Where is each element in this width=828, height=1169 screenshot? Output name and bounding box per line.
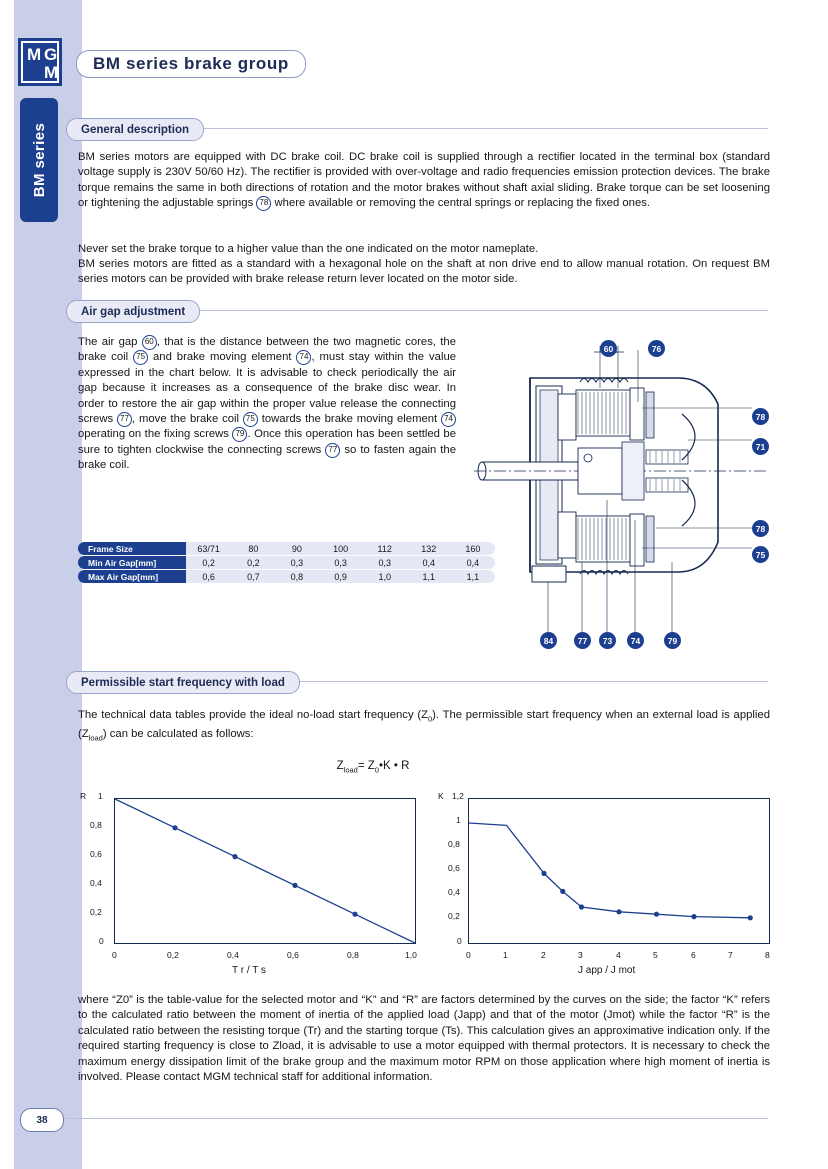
cell: 0,3	[363, 556, 407, 569]
chart2-xtick-7: 7	[728, 950, 733, 960]
ref-78-icon: 78	[256, 196, 271, 211]
callout-60: 60	[600, 340, 617, 357]
airgap-t3: and brake moving element	[153, 351, 292, 364]
cell: 132	[407, 542, 451, 555]
ref-60-icon: 60	[142, 335, 157, 350]
callout-78-top: 78	[752, 408, 769, 425]
chart2-xlabel: J app / J mot	[578, 965, 636, 976]
cell: 1,1	[451, 570, 495, 583]
cell: 0,4	[451, 556, 495, 569]
ref-75b-icon: 75	[243, 412, 258, 427]
cell: 0,2	[232, 556, 276, 569]
chart2-ylabel: K	[438, 791, 444, 801]
section-airgap-title: Air gap adjustment	[66, 300, 200, 323]
series-side-tab	[20, 98, 58, 222]
startfreq-intro-a: The technical data tables provide the ideal no-load start frequency (Z	[78, 709, 428, 721]
cell: 63/71	[186, 542, 232, 555]
cell: 100	[319, 542, 363, 555]
chart1-xtick-2: 0,4	[227, 950, 239, 960]
cell: 90	[275, 542, 319, 555]
ref-77b-icon: 77	[325, 443, 340, 458]
chart-k-svg	[469, 799, 769, 943]
cell: 112	[363, 542, 407, 555]
chart1-ytick-4: 0,8	[90, 820, 102, 830]
cell: 0,8	[275, 570, 319, 583]
general-p1-text-b: where available or removing the central springs or replacing the fixed ones.	[274, 197, 651, 210]
chart1-ylabel: R	[80, 791, 87, 801]
section-startfreq-title: Permissible start frequency with load	[66, 671, 300, 694]
airgap-t9: so to fasten again the brake coil.	[78, 443, 457, 472]
chart1-xlabel: T r / T s	[232, 965, 266, 976]
callout-75: 75	[752, 546, 769, 563]
page-title	[76, 50, 306, 78]
chart2-xtick-5: 5	[653, 950, 658, 960]
section-air-gap	[66, 300, 768, 323]
airgap-t7: operating on the fixing screws	[78, 428, 229, 441]
general-paragraph-2: Never set the brake torque to a higher value than the one indicated on the motor nameplate.	[78, 243, 539, 255]
chart1-xtick-1: 0,2	[167, 950, 179, 960]
chart-r-svg	[115, 799, 415, 943]
footer-rule	[66, 1118, 768, 1119]
cell: 0,3	[275, 556, 319, 569]
table-row	[78, 570, 495, 583]
section-general-description	[66, 118, 768, 141]
callout-78-bottom: 78	[752, 520, 769, 537]
chart1-ytick-0: 0	[99, 936, 104, 946]
left-margin-white-strip	[0, 0, 14, 1169]
chart2-ytick-5: 1	[456, 815, 461, 825]
chart2-ytick-2: 0,4	[448, 887, 460, 897]
formula-sub-0: 0	[374, 765, 379, 775]
air-gap-table	[78, 541, 495, 584]
chart2-ytick-4: 0,8	[448, 839, 460, 849]
series-side-tab-label: BM series	[30, 122, 48, 198]
ref-74-icon: 74	[296, 350, 311, 365]
chart2-xtick-4: 4	[616, 950, 621, 960]
chart2-xtick-8: 8	[765, 950, 770, 960]
row-label: Max Air Gap[mm]	[78, 570, 186, 583]
callout-79: 79	[664, 632, 681, 649]
chart1-xtick-3: 0,6	[287, 950, 299, 960]
cell: 1,1	[407, 570, 451, 583]
formula-b: = Z	[357, 760, 375, 772]
airgap-t4: , must stay within the value expressed in the chart below. It is advisable to check periodically the air gap because it increases as a consequence of the brake disc wear. In order to restore the air gap within the proper value release the connecting screws	[78, 351, 457, 426]
startfreq-sub-0: 0	[427, 714, 433, 724]
airgap-t1: The air gap	[78, 336, 138, 348]
callout-76: 76	[648, 340, 665, 357]
chart2-xtick-2: 2	[541, 950, 546, 960]
cell: 160	[451, 542, 495, 555]
ref-79-icon: 79	[232, 427, 247, 442]
general-paragraph-3: BM series motors are fitted as a standard with a hexagonal hole on the shaft at non drive end to allow manual rotation. On request BM series motors can be provided with brake release return lever located on the motor side.	[78, 258, 770, 286]
cell: 0,7	[232, 570, 276, 583]
chart2-ytick-6: 1,2	[452, 791, 464, 801]
airgap-t6: towards the brake moving element	[261, 413, 438, 426]
ref-77-icon: 77	[117, 412, 132, 427]
cell: 0,6	[186, 570, 232, 583]
chart2-xtick-1: 1	[503, 950, 508, 960]
chart1-ytick-3: 0,6	[90, 849, 102, 859]
brake-assembly-svg	[470, 330, 770, 670]
callout-74: 74	[627, 632, 644, 649]
callout-73: 73	[599, 632, 616, 649]
page-title-text: BM series brake group	[93, 54, 289, 73]
chart2-ytick-1: 0,2	[448, 911, 460, 921]
row-label: Frame Size	[78, 542, 186, 555]
formula-c: •K • R	[378, 760, 410, 772]
formula-zload	[0, 760, 746, 774]
airgap-paragraph	[78, 335, 456, 474]
airgap-t8: . Once this operation has been settled be sure to tighten clockwise the connecting screws	[78, 428, 456, 456]
cell: 0,4	[407, 556, 451, 569]
callout-84: 84	[540, 632, 557, 649]
cell: 80	[232, 542, 276, 555]
callout-77: 77	[574, 632, 591, 649]
cell: 1,0	[363, 570, 407, 583]
mgm-logo	[18, 38, 62, 86]
section-general-title: General description	[66, 118, 204, 141]
table-row	[78, 556, 495, 569]
logo-letter-m2: M	[44, 63, 59, 82]
formula-a: Z	[336, 760, 344, 772]
chart1-ytick-5: 1	[98, 791, 103, 801]
general-paragraph-1	[78, 150, 770, 212]
row-label: Min Air Gap[mm]	[78, 556, 186, 569]
chart2-ytick-0: 0	[457, 936, 462, 946]
chart1-ytick-2: 0,4	[90, 878, 102, 888]
chart2-xtick-6: 6	[691, 950, 696, 960]
chart2-ytick-3: 0,6	[448, 863, 460, 873]
ref-74b-icon: 74	[441, 412, 456, 427]
chart-k-factor	[468, 798, 770, 944]
logo-letter-g: G	[44, 45, 58, 64]
chart2-xtick-3: 3	[578, 950, 583, 960]
chart1-xtick-4: 0,8	[347, 950, 359, 960]
chart1-xtick-0: 0	[112, 950, 117, 960]
startfreq-intro-c: ) can be calculated as follows:	[102, 727, 254, 740]
chart1-xtick-5: 1,0	[405, 950, 417, 960]
general-p1-text-a: BM series motors are equipped with DC brake coil. DC brake coil is supplied through a rectifier located in the terminal box (standard voltage supply is 230V 50/60 Hz). The rectifier is provided with over-voltage and radio frequencies emission protection devices. The brake torque remains the same in both directions of rotation and the motor brakes without shaft axial sliding. Brake torque can be set loosening or tightening the adjustable springs	[78, 151, 770, 210]
section-start-frequency	[66, 671, 768, 694]
table-row	[78, 542, 495, 555]
cell: 0,2	[186, 556, 232, 569]
logo-letter-m1: M	[27, 45, 42, 64]
chart-r-factor	[114, 798, 416, 944]
startfreq-sub-load: load	[88, 732, 103, 742]
formula-sub-load: load	[343, 765, 358, 775]
brake-group-cross-section-drawing	[470, 330, 770, 670]
airgap-t5: , move the brake coil	[132, 413, 240, 426]
airgap-t2: , that is the distance between the two magnetic cores, the brake coil	[78, 336, 456, 364]
mgm-logo-inner	[23, 43, 57, 81]
cell: 0,3	[319, 556, 363, 569]
chart1-ytick-1: 0,2	[90, 907, 102, 917]
page-number: 38	[20, 1108, 64, 1132]
ref-75-icon: 75	[133, 350, 148, 365]
startfreq-intro	[78, 708, 770, 745]
startfreq-closing-paragraph: where “Z0” is the table-value for the selected motor and “K” and “R” are factors determined by the curves on the side; the factor “K” refers to the calculated ratio between the moment of inertia of the applied load (Japp) and that of the motor (Jmot) while the factor “R” is the calculated ratio between the resisting torque (Tr) and the starting torque (Ts). This calculation gives an approximative indication only. If the required starting frequency is close to Zload, it is advisable to use a motor equipped with thermal protectors. It is necessary to check the maximum energy dissipation limit of the brake group and the maximum motor RPM on those application where high moment of inertia is involved. Please contact MGM technical staff for additional information.	[78, 994, 770, 1084]
chart2-xtick-0: 0	[466, 950, 471, 960]
callout-71: 71	[752, 438, 769, 455]
cell: 0,9	[319, 570, 363, 583]
startfreq-intro-b: ). The permissible start frequency when an external load is applied (Z	[78, 709, 770, 740]
